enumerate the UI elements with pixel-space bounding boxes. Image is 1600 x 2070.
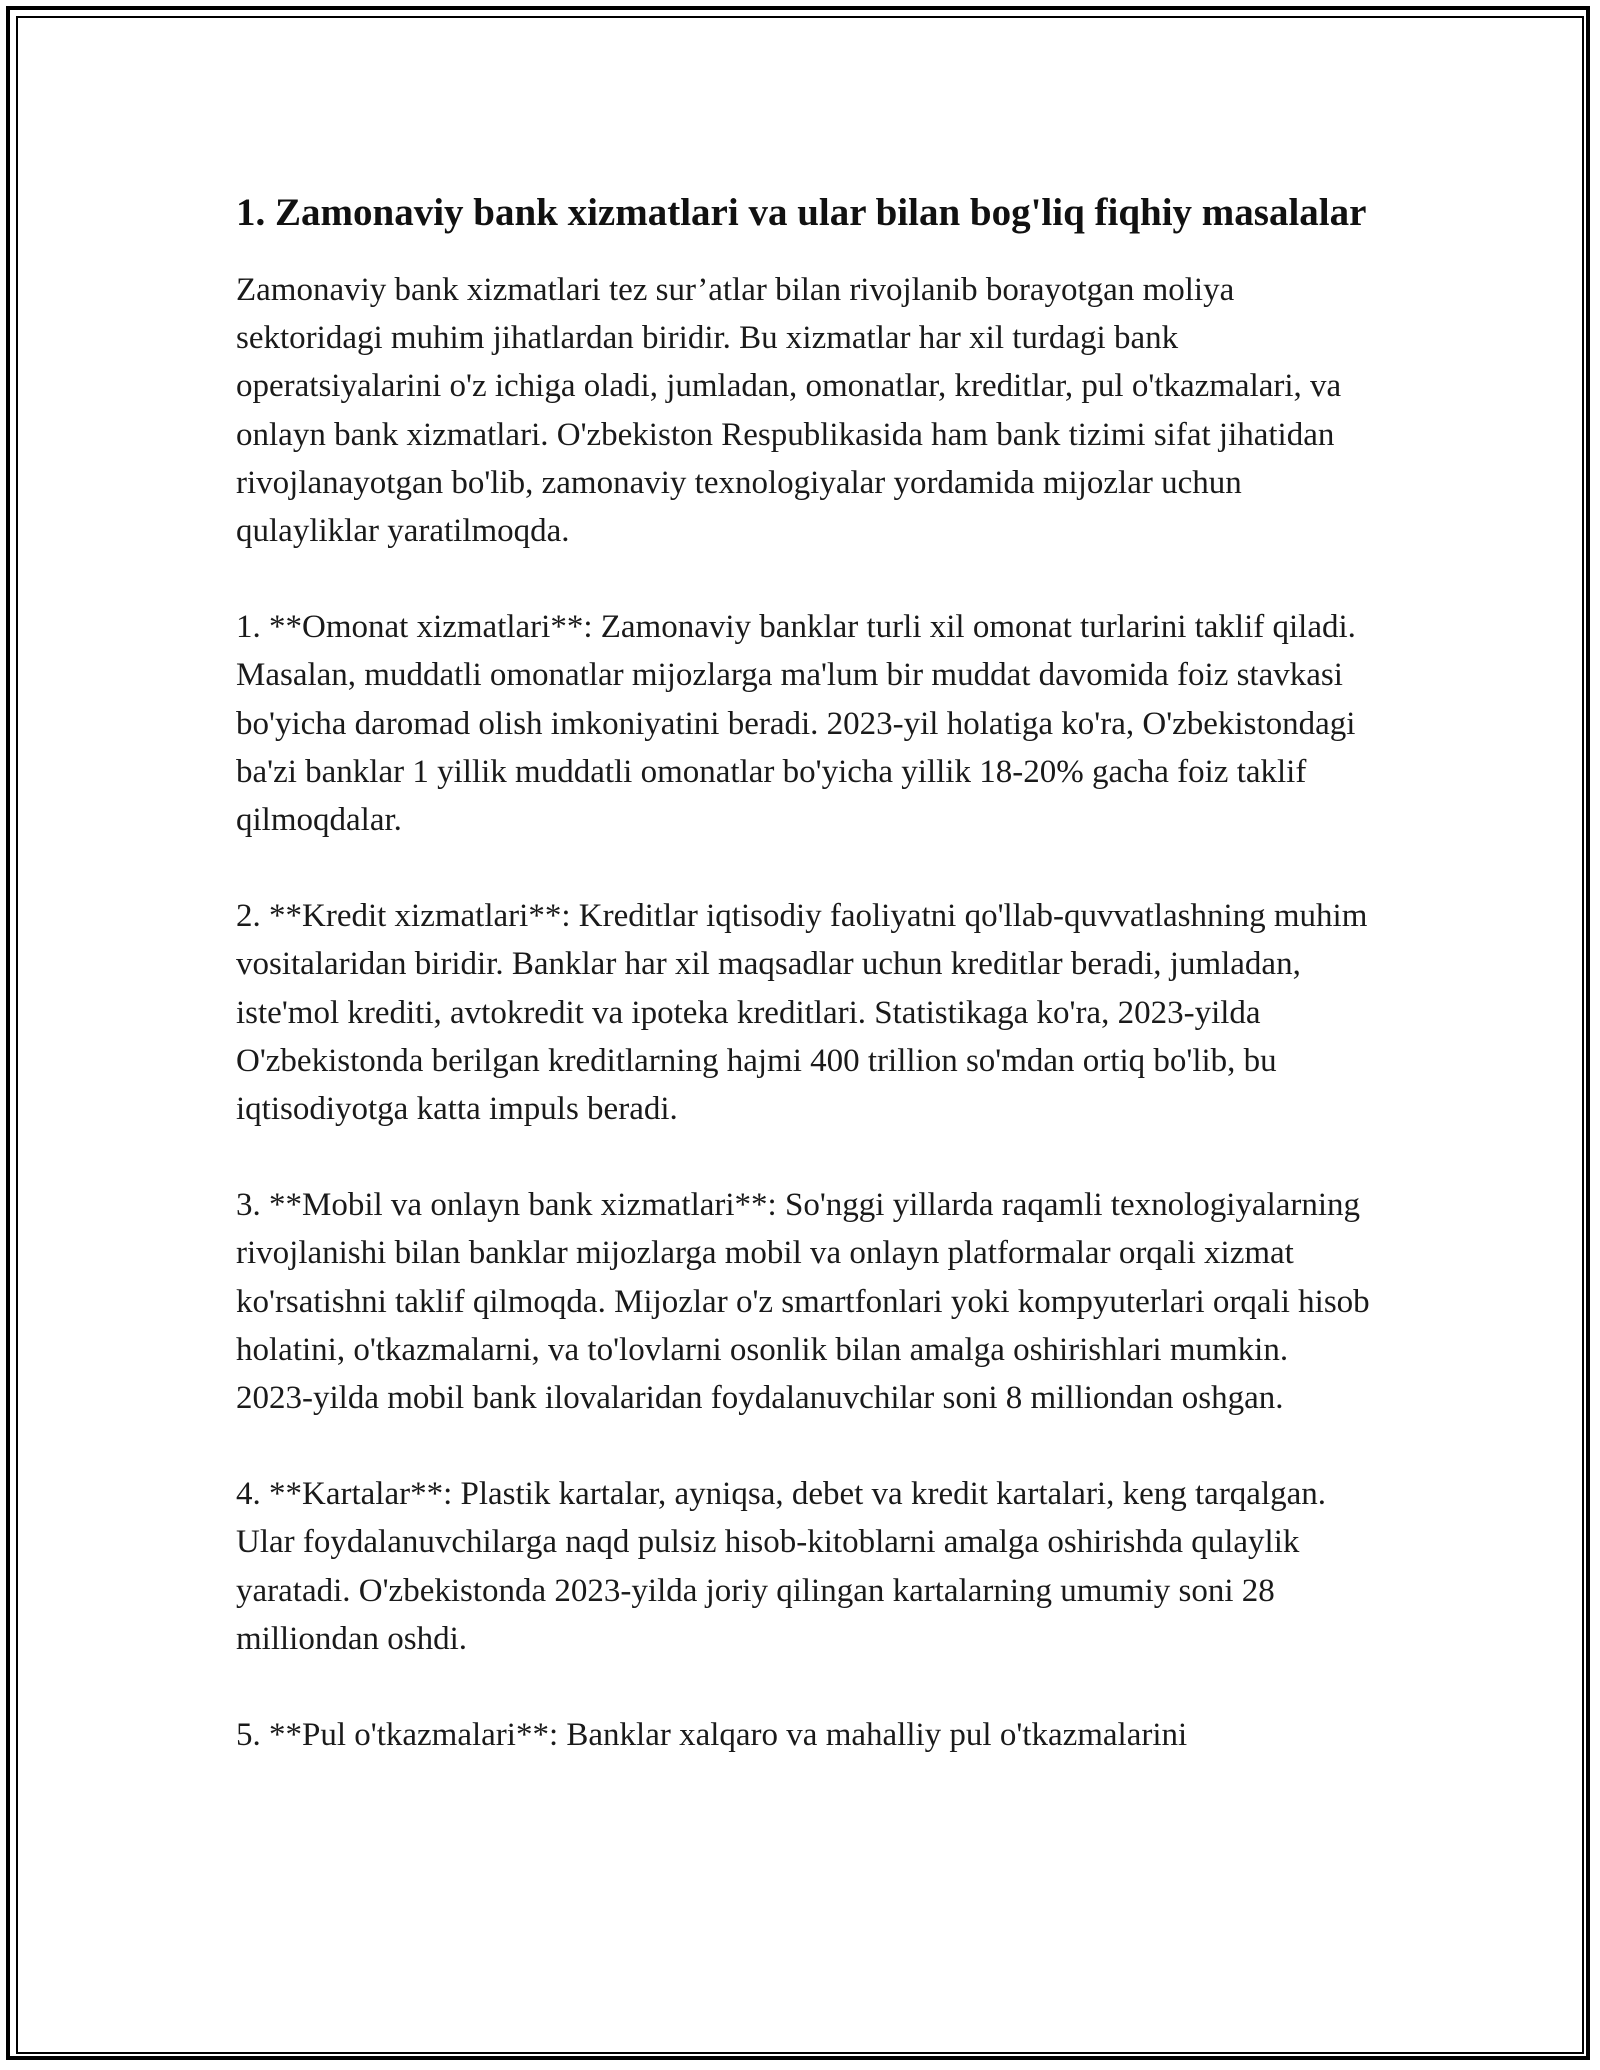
section-heading: 1. Zamonaviy bank xizmatlari va ular bilan bog'liq fiqhiy masalalar	[236, 191, 1367, 234]
document-body	[236, 186, 1371, 1807]
cards-paragraph: 4. **Kartalar**: Plastik kartalar, ayniqsa, debet va kredit kartalari, keng tarqalgan. Ular foydalanuvchilarga naqd pulsiz hisob-kitoblarni amalga oshirishda qulaylik yaratadi. O'zbekistonda 2023-yilda joriy qilingan kartalarning umumiy soni 28 milliondan oshdi.	[236, 1476, 1327, 1657]
intro-paragraph: Zamonaviy bank xizmatlari tez sur’atlar bilan rivojlanib borayotgan moliya sektoridagi muhim jihatlardan biridir. Bu xizmatlar har xil turdagi bank operatsiyalarini o'z ichiga oladi, jumladan, omonatlar, kreditlar, pul o'tkazmalari, va onlayn bank xizmatlari. O'zbekiston Respublikasida ham bank tizimi sifat jihatidan rivojlanayotgan bo'lib, zamonaviy texnologiyalar yordamida mijozlar uchun qulayliklar yaratilmoqda.	[236, 272, 1342, 550]
money-transfers-paragraph: 5. **Pul o'tkazmalari**: Banklar xalqaro va mahalliy pul o'tkazmalarini	[236, 1717, 1188, 1754]
credit-services-paragraph: 2. **Kredit xizmatlari**: Kreditlar iqtisodiy faoliyatni qo'llab-quvvatlashning muhim vositalaridan biridir. Banklar har xil maqsadlar uchun kreditlar beradi, jumladan, iste'mol krediti, avtokredit va ipoteka kreditlari. Statistikaga ko'ra, 2023-yilda O'zbekistonda berilgan kreditlarning hajmi 400 trillion so'mdan ortiq bo'lib, bu iqtisodiyotga katta impuls beradi.	[236, 898, 1368, 1128]
deposit-services-paragraph: 1. **Omonat xizmatlari**: Zamonaviy banklar turli xil omonat turlarini taklif qiladi. Masalan, muddatli omonatlar mijozlarga ma'lum bir muddat davomida foiz stavkasi bo'yicha daromad olish imkoniyatini beradi. 2023-yil holatiga ko'ra, O'zbekistondagi ba'zi banklar 1 yillik muddatli omonatlar bo'yicha yillik 18-20% gacha foiz taklif qilmoqdalar.	[236, 609, 1356, 839]
mobile-online-banking-paragraph: 3. **Mobil va onlayn bank xizmatlari**: So'nggi yillarda raqamli texnologiyalarning rivojlanishi bilan banklar mijozlarga mobil va onlayn platformalar orqali xizmat ko'rsatishni taklif qilmoqda. Mijozlar o'z smartfonlari yoki kompyuterlari orqali hisob holatini, o'tkazmalarni, va to'lovlarni osonlik bilan amalga oshirishlari mumkin. 2023-yilda mobil bank ilovalaridan foydalanuvchilar soni 8 milliondan oshgan.	[236, 1187, 1370, 1417]
